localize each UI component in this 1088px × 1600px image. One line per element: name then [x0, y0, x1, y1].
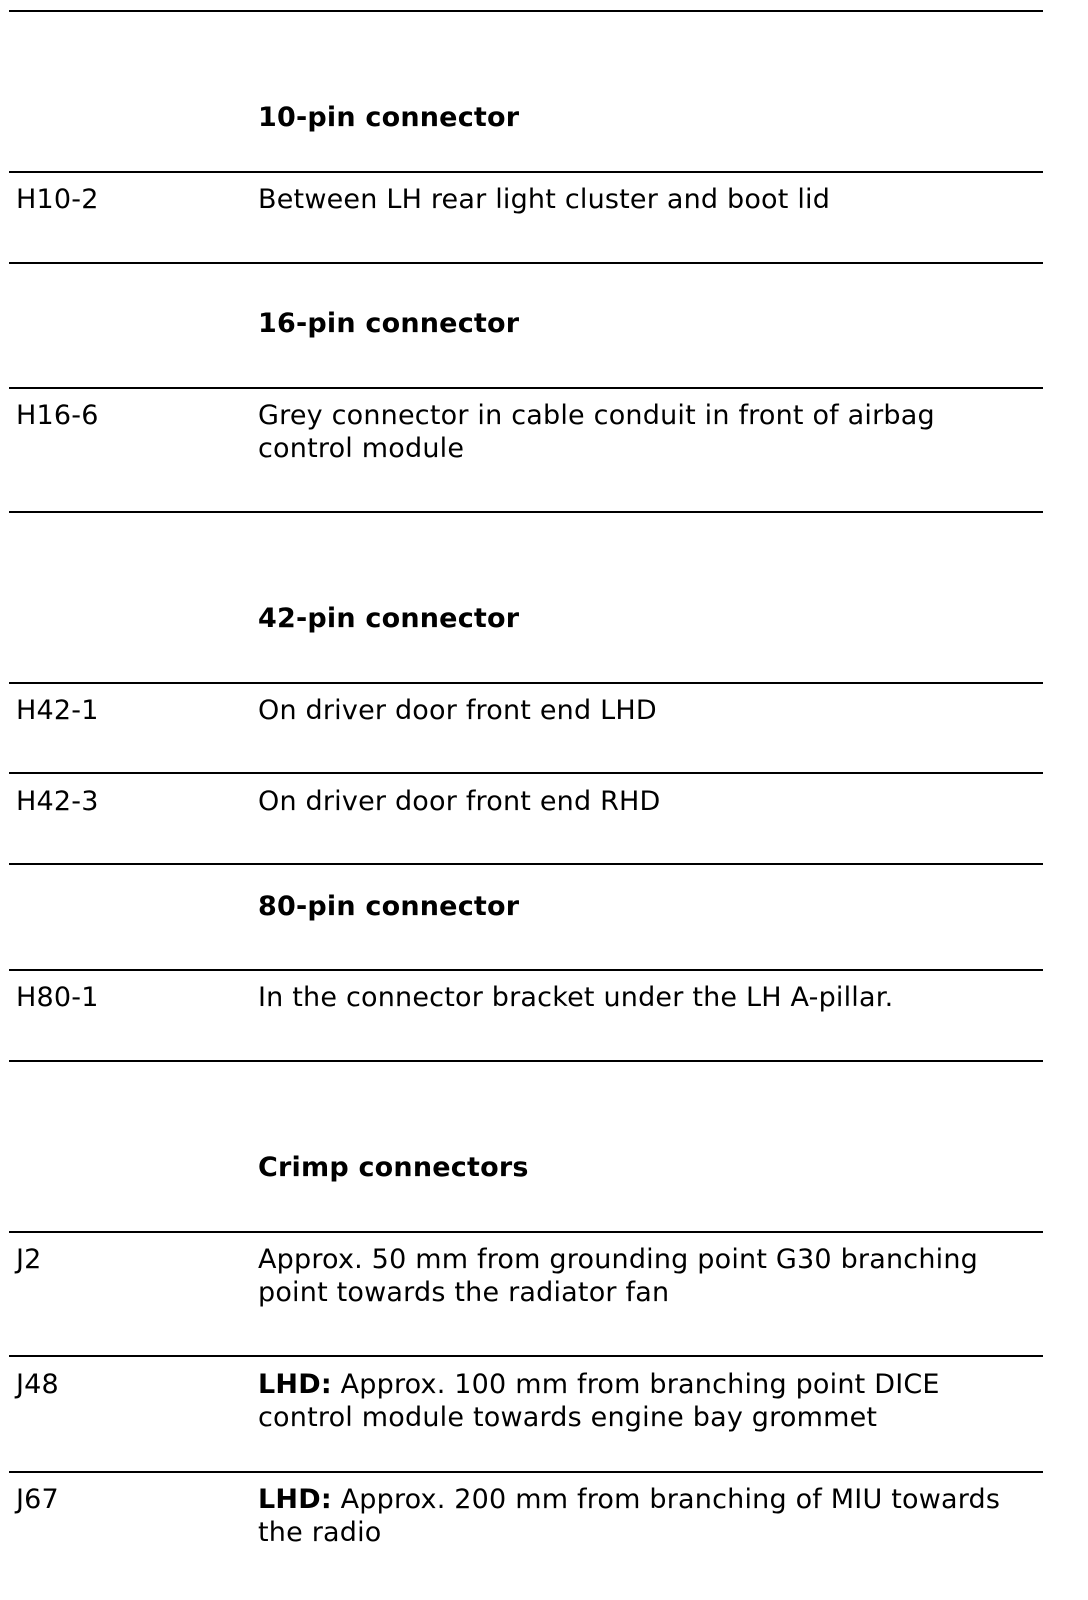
- table-rule: [9, 511, 1043, 513]
- connector-location: [258, 1368, 940, 1402]
- location-text: Approx. 100 mm from branching point DICE: [331, 1369, 940, 1400]
- connector-code: J48: [16, 1369, 59, 1400]
- connector-code: H80-1: [16, 982, 99, 1013]
- connector-code: J67: [16, 1484, 59, 1515]
- table-rule: [9, 262, 1043, 264]
- connector-location: Grey connector in cable conduit in front of airbag: [258, 400, 935, 431]
- table-rule: [9, 1231, 1043, 1233]
- table-rule: [9, 682, 1043, 684]
- table-rule: [9, 863, 1043, 865]
- table-rule: [9, 969, 1043, 971]
- table-rule: [9, 772, 1043, 774]
- connector-location: Between LH rear light cluster and boot lid: [258, 184, 831, 215]
- connector-code: H10-2: [16, 184, 99, 215]
- connector-code: H42-3: [16, 786, 99, 817]
- connector-location: On driver door front end LHD: [258, 695, 657, 726]
- connector-code: H16-6: [16, 400, 99, 431]
- table-rule: [9, 1060, 1043, 1062]
- location-text: Approx. 200 mm from branching of MIU towards: [331, 1484, 1001, 1515]
- section-heading: 80-pin connector: [258, 891, 520, 922]
- drive-side-label: LHD:: [258, 1484, 332, 1515]
- connector-location: [258, 1483, 1000, 1517]
- section-heading: 10-pin connector: [258, 102, 520, 133]
- connector-location-cont: control module towards engine bay grommet: [258, 1402, 878, 1433]
- connector-location-cont: the radio: [258, 1517, 382, 1548]
- top-rule: [9, 10, 1043, 12]
- table-rule: [9, 1355, 1043, 1357]
- connector-code: J2: [16, 1244, 42, 1275]
- connector-code: H42-1: [16, 695, 99, 726]
- section-heading: 16-pin connector: [258, 308, 520, 339]
- table-rule: [9, 171, 1043, 173]
- connector-location: On driver door front end RHD: [258, 786, 661, 817]
- section-heading: 42-pin connector: [258, 603, 520, 634]
- section-heading: Crimp connectors: [258, 1152, 529, 1183]
- table-rule: [9, 387, 1043, 389]
- connector-location-cont: point towards the radiator fan: [258, 1277, 670, 1308]
- connector-location-cont: control module: [258, 433, 465, 464]
- table-rule: [9, 1471, 1043, 1473]
- connector-location: Approx. 50 mm from grounding point G30 branching: [258, 1244, 978, 1275]
- drive-side-label: LHD:: [258, 1369, 332, 1400]
- connector-location: In the connector bracket under the LH A-pillar.: [258, 982, 894, 1013]
